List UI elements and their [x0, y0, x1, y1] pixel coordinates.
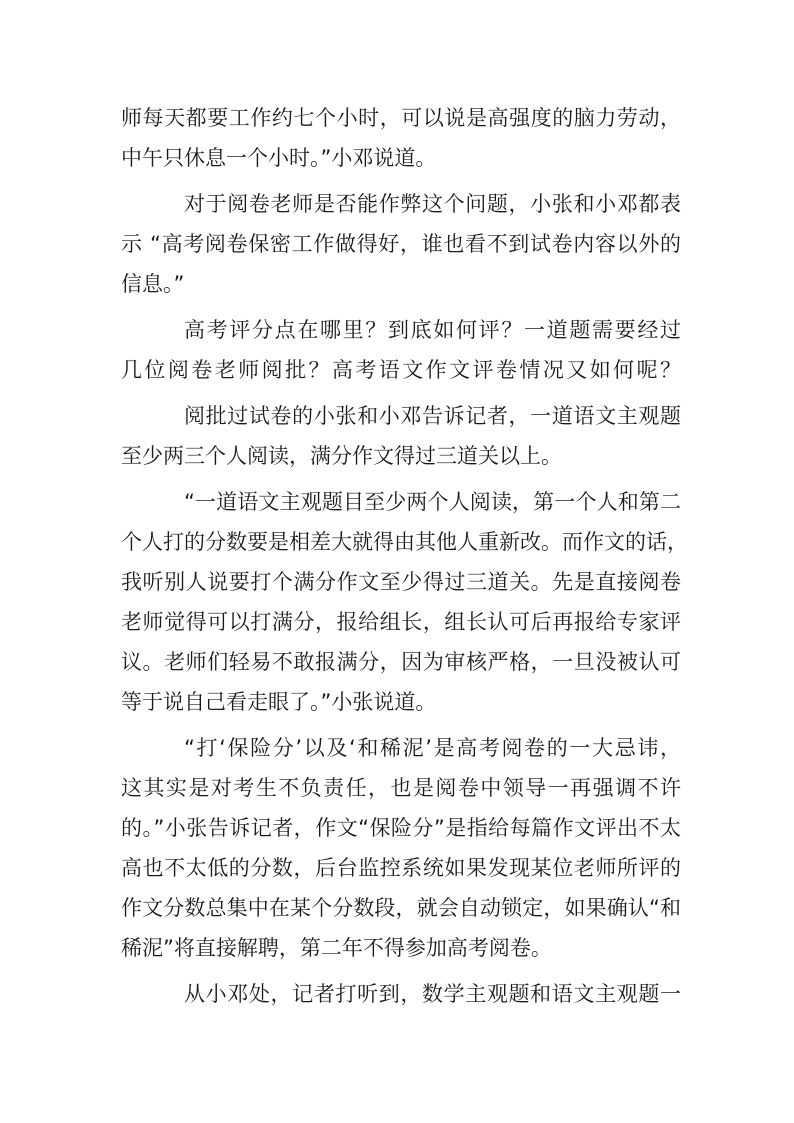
text-line: 我听别人说要打个满分作文至少得过三道关。先是直接阅卷 — [121, 570, 681, 594]
text-line: 等于说自己看走眼了。”小张说道。 — [121, 690, 437, 714]
text-line: 中午只休息一个小时。”小邓说道。 — [121, 146, 437, 170]
text-line: 示 “高考阅卷保密工作做得好，谁也看不到试卷内容以外的 — [121, 232, 681, 256]
text-line: 的。”小张告诉记者，作文“保险分”是指给每篇作文评出不太 — [121, 816, 681, 840]
text-line: 作文分数总集中在某个分数段，就会自动锁定，如果确认“和 — [121, 896, 681, 920]
text-line: 老师觉得可以打满分，报给组长，组长认可后再报给专家评 — [121, 610, 681, 634]
text-line: 师每天都要工作约七个小时，可以说是高强度的脑力劳动， — [121, 106, 681, 130]
text-line: 至少两三个人阅读，满分作文得过三道关以上。 — [121, 444, 562, 468]
text-line: 高也不太低的分数，后台监控系统如果发现某位老师所评的 — [121, 856, 681, 880]
paragraph-start-line: 对于阅卷老师是否能作弊这个问题，小张和小邓都表 — [184, 192, 681, 216]
paragraph-start-line: 从小邓处，记者打听到，数学主观题和语文主观题一 — [184, 982, 681, 1006]
paragraph-start-line: 高考评分点在哪里？到底如何评？一道题需要经过 — [184, 318, 681, 342]
text-line: 议。老师们轻易不敢报满分，因为审核严格，一旦没被认可 — [121, 650, 681, 674]
text-line: 这其实是对考生不负责任，也是阅卷中领导一再强调不许 — [121, 776, 681, 800]
text-line: 信息。” — [121, 272, 185, 296]
paragraph-start-line: 阅批过试卷的小张和小邓告诉记者，一道语文主观题 — [184, 404, 681, 428]
text-line: 个人打的分数要是相差大就得由其他人重新改。而作文的话， — [121, 530, 688, 554]
paragraph-start-line: “一道语文主观题目至少两个人阅读，第一个人和第二 — [184, 490, 681, 514]
paragraph-start-line: “打‘保险分’以及‘和稀泥’是高考阅卷的一大忌讳， — [184, 736, 681, 760]
text-line: 稀泥”将直接解聘，第二年不得参加高考阅卷。 — [121, 936, 552, 960]
text-line: 几位阅卷老师阅批？高考语文作文评卷情况又如何呢？ — [121, 358, 681, 382]
